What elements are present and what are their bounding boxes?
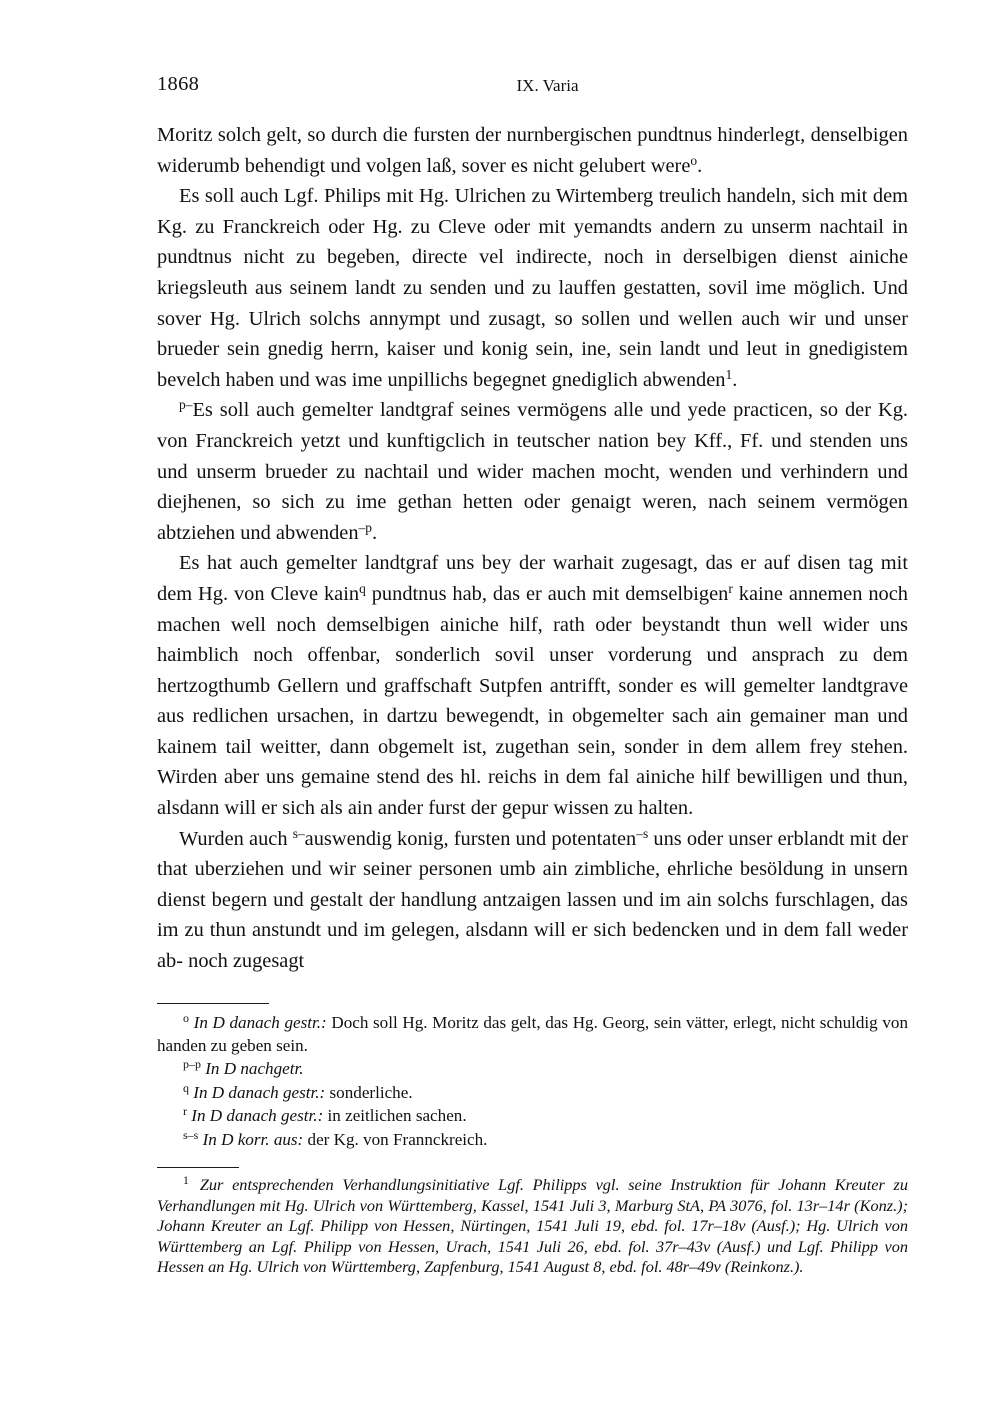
note-marker: –p <box>358 519 373 535</box>
apparatus-reading: sonderliche. <box>325 1082 413 1102</box>
note-marker: 1 <box>725 366 733 382</box>
apparatus-lemma: In D danach gestr.: <box>193 1012 327 1032</box>
para-landtgraf-practicen: $^{p-}$Es soll auch gemelter landtgraf seines vermögens alle und yede practicen, so der Kg. von Franckreich yetzt und kunftigclich in teutscher nation bey Kff., Ff. und stenden uns und unserm brueder zu nachtail und wider machen mocht, wenden und verhindern und diejhenen, so sich zu ime gethan hetten oder genaigt weren, nach seinem vermögen abtziehen und abwenden$^{-p}$. <box>157 397 908 544</box>
note-marker: –s <box>636 825 649 841</box>
footnote-marker: 1 <box>183 1174 189 1188</box>
note-marker: p– <box>179 397 193 413</box>
footnote-1 <box>157 1175 908 1278</box>
apparatus-marker: q <box>183 1080 189 1095</box>
apparatus-marker: r <box>183 1104 187 1119</box>
apparatus-marker: o <box>183 1010 189 1025</box>
note-o <box>157 1011 908 1058</box>
note-marker: s– <box>292 825 305 841</box>
apparatus-lemma: In D danach gestr.: <box>193 1082 326 1102</box>
body-text <box>157 120 908 977</box>
note-p <box>157 1057 908 1080</box>
note-q <box>157 1081 908 1104</box>
note-marker: o <box>690 152 698 168</box>
apparatus-marker: s–s <box>183 1127 199 1142</box>
note-marker: r <box>728 580 733 596</box>
apparatus-notes <box>157 1011 908 1151</box>
running-head <box>157 72 908 106</box>
para-philips: Es soll auch Lgf. Philips mit Hg. Ulrichen zu Wirtemberg treulich handeln, sich mit dem Kg. zu Franckreich oder Hg. zu Cleve oder mit yemandts andern zu unserm nachtail in pundtnus nicht zu begeben, directe vel indirecte, noch in derselbigen dienst ainiche kriegsleuth aus seinem landt zu senden und zu lauffen gestatten, sovil ime möglich. Und sover Hg. Ulrich solchs annympt und zusagt, so sollen und wellen auch wir und unser brueder sein gnedig herrn, kaiser und konig sein, ine, sein landt und leut in gnedigistem bevelch haben und was ime unpillichs begegnet gnediglich abwenden$^1$. <box>157 185 908 391</box>
apparatus-reading: Doch soll Hg. Moritz das gelt, das Hg. Georg, sein vätter, erlegt, nicht schuldig von handen zu geben sein. <box>157 1012 908 1056</box>
note-r <box>157 1104 908 1127</box>
apparatus-reading: in zeitlichen sachen. <box>323 1106 467 1126</box>
apparatus-reading: der Kg. von Frannckreich. <box>303 1129 488 1149</box>
para-wurden-auch: Wurden auch $^{s-}$auswendig konig, fursten und potentaten$^{-s}$ uns oder unser erblandt mit der that uberziehen und wir seiner personen umb ain zimbliche, ehrliche besöldung in unsern dienst begern und gestalt der handlung antzaigen lassen und im ain solchs furschlagen, das im zu thun anstundt und im gelegen, alsdann will er sich bedencken und in dem fall weder ab- noch zugesagt <box>157 825 909 973</box>
note-s <box>157 1128 908 1151</box>
footnote-text: Zur entsprechenden Verhandlungsinitiative Lgf. Philipps vgl. seine Instruktion für Johann Kreuter zu Verhandlungen mit Hg. Ulrich von Württemberg, Kassel, 1541 Juli 3, Marburg StA, PA 3076, fol. 13r–14r (Konz.); Johann Kreuter an Lgf. Philipp von Hessen, Nürtingen, 1541 Juli 19, ebd. fol. 17r–18v (Ausf.); Hg. Ulrich von Württemberg an Lgf. Philipp von Hessen, Urach, 1541 Juli 26, ebd. fol. 37r–43v (Ausf.) und Lgf. Philipp von Hessen an Hg. Ulrich von Württemberg, Zapfenburg, 1541 August 8, ebd. fol. 48r–49v (Reinkonz.). <box>157 1175 908 1277</box>
para-warhait: Es hat auch gemelter landtgraf uns bey der warhait zugesagt, das er auf disen tag mit dem Hg. von Cleve kain$^q$ pundtnus hab, das er auch mit demselbigen$^r$ kaine annemen noch machen well noch demselbigen ainiche hilf, rath oder beystandt thun well wider uns haimblich noch offenbar, sonderlich sovil unser vorderung und ansprach zu dem hertzogthumb Gellern und graffschaft Sutpfen antrifft, sonder es will gemelter landtgrave aus redlichen ursachen, in dartzu bewegendt, in obgemelter sach ain gemainer man und kainem tail weitter, dann obgemelt ist, zugethan sein, sonder in dem allem frey stehen. Wirden aber uns gemaine stend des hl. reichs in dem fal ainiche hilf bewilligen und thun, alsdann will er sich als ain ander furst der gepur wissen zu halten. <box>157 552 908 820</box>
para-moritz: Moritz solch gelt, so durch die fursten der nurnbergischen pundtnus hinderlegt, denselbigen widerumb behendigt und volgen laß, sover es nicht gelubert were$^o$. <box>157 124 908 177</box>
apparatus-lemma: In D korr. aus: <box>202 1129 304 1149</box>
apparatus-lemma: In D danach gestr.: <box>191 1106 324 1126</box>
footnote-separator-rule <box>157 1167 239 1168</box>
page-number: 1868 <box>157 73 200 95</box>
running-title: IX. Varia <box>516 76 579 95</box>
page-content-column <box>157 0 908 1278</box>
apparatus-separator-rule <box>157 1003 269 1004</box>
apparatus-marker: p–p <box>183 1057 201 1072</box>
apparatus-lemma: In D nachgetr. <box>205 1059 304 1079</box>
note-marker: q <box>359 580 366 596</box>
footnote-list <box>157 1175 908 1278</box>
